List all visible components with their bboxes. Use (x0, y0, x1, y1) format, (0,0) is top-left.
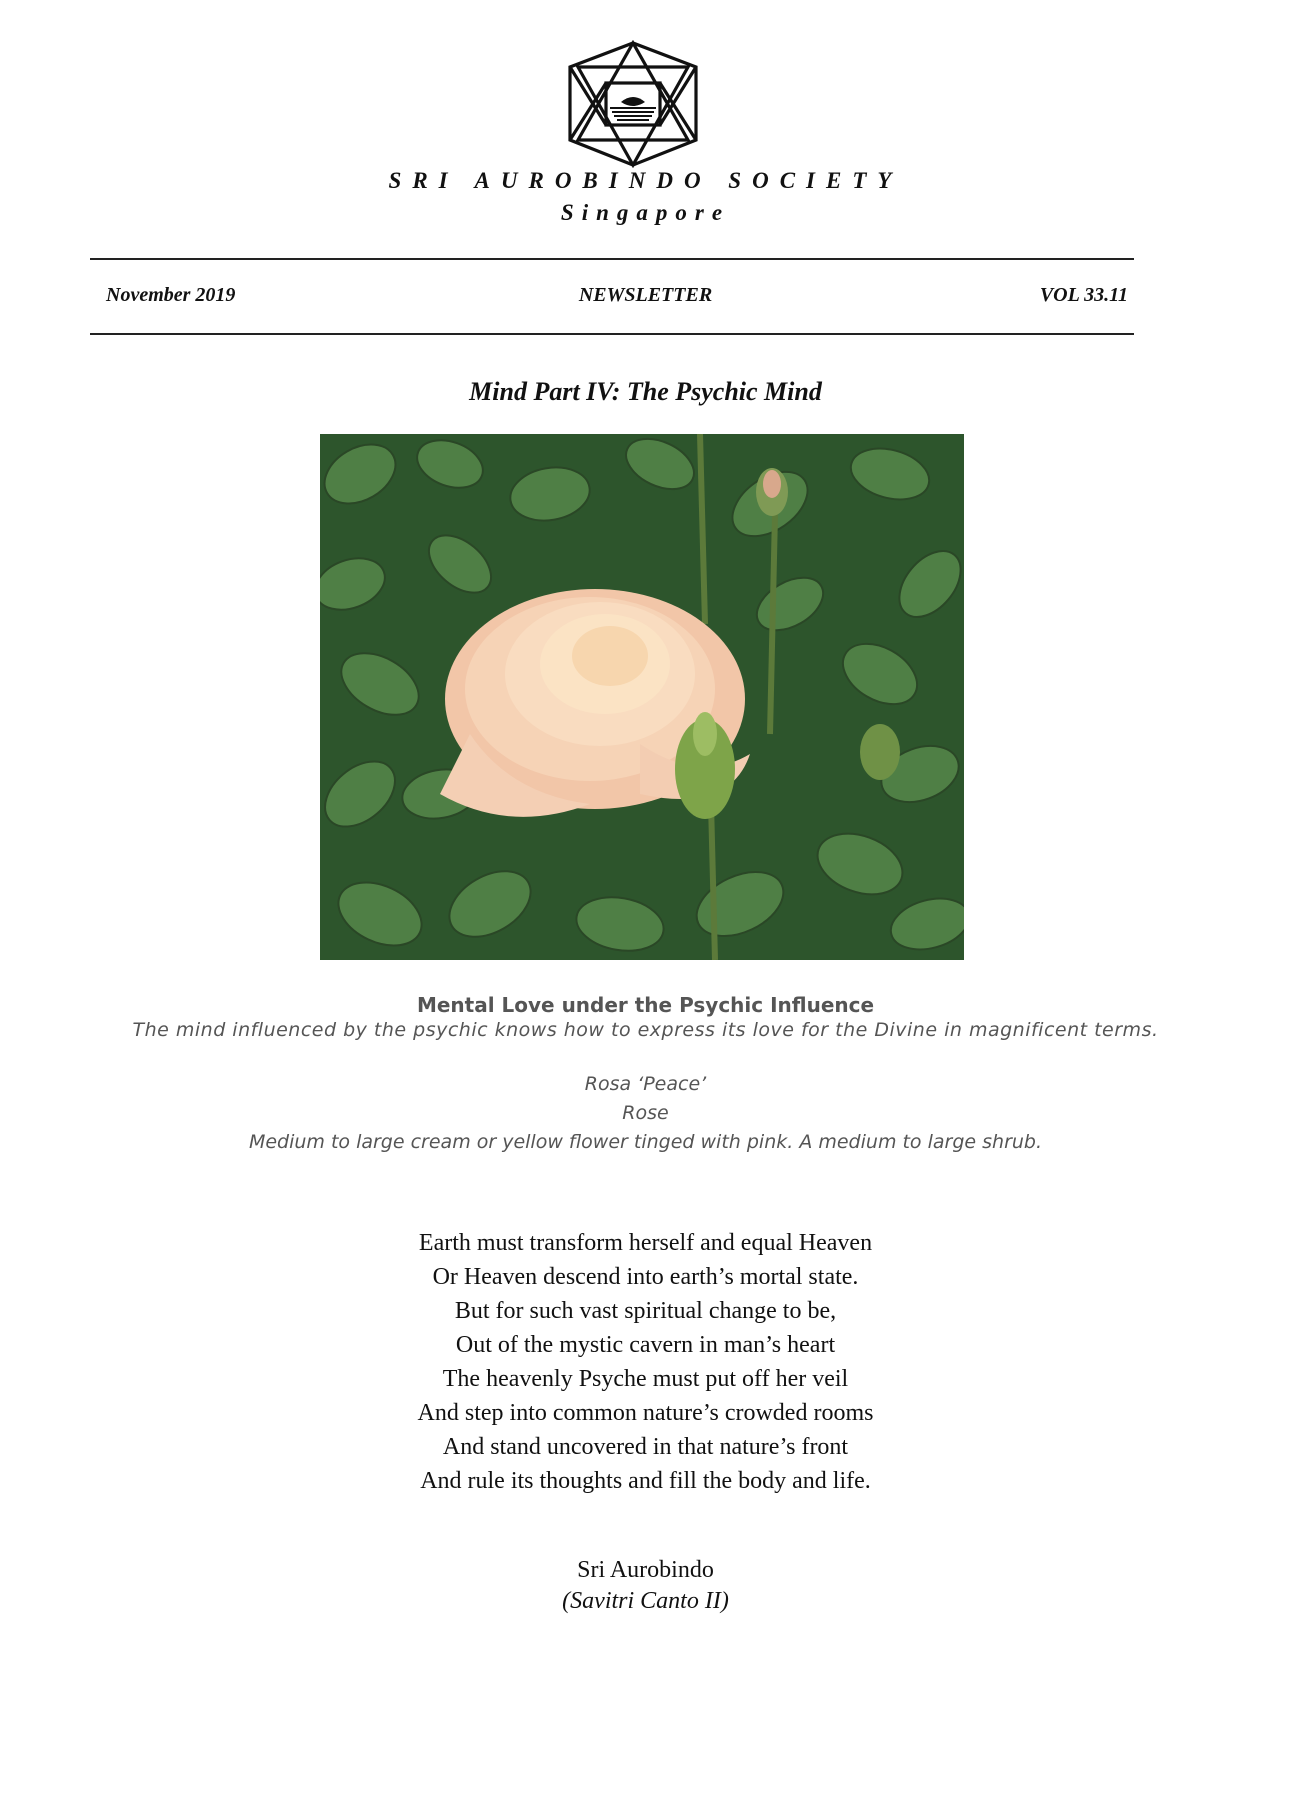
rose-photo (320, 434, 964, 960)
sri-aurobindo-symbol-icon (563, 40, 703, 168)
poem-author: Sri Aurobindo (577, 1557, 714, 1583)
common-name: Rose (622, 1102, 669, 1124)
poem-line: The heavenly Psyche must put off her veil (442, 1366, 849, 1392)
botanical-name: Rosa ‘Peace’ (584, 1073, 707, 1095)
caption-title: Mental Love under the Psychic Influence (416, 993, 875, 1017)
poem-line: And step into common nature’s crowded rooms (417, 1400, 874, 1426)
poem-source: (Savitri Canto II) (562, 1588, 729, 1614)
poem-line: And stand uncovered in that nature’s front (442, 1434, 849, 1460)
caption-description: The mind influenced by the psychic knows how to express its love for the Divine in magnificent terms. (132, 1019, 1159, 1041)
poem-line: And rule its thoughts and fill the body and life. (420, 1468, 871, 1494)
article-title: Mind Part IV: The Psychic Mind (469, 377, 822, 406)
issue-date: November 2019 (106, 284, 236, 306)
flower-detail: Medium to large cream or yellow flower tinged with pink. A medium to large shrub. (248, 1131, 1043, 1153)
poem-line: Out of the mystic cavern in man’s heart (455, 1332, 836, 1358)
header-bottom-rule (90, 333, 1134, 335)
poem-line: But for such vast spiritual change to be, (454, 1298, 837, 1324)
header-top-rule (90, 258, 1134, 260)
publication-type: NEWSLETTER (578, 284, 713, 306)
organization-name: SRI AUROBINDO SOCIETY (388, 168, 903, 193)
poem-line: Or Heaven descend into earth’s mortal state. (432, 1264, 859, 1290)
poem (0, 1226, 1291, 1498)
volume-number: VOL 33.11 (1039, 284, 1128, 306)
organization-city: Singapore (560, 200, 731, 225)
poem-line: Earth must transform herself and equal Heaven (418, 1230, 873, 1256)
